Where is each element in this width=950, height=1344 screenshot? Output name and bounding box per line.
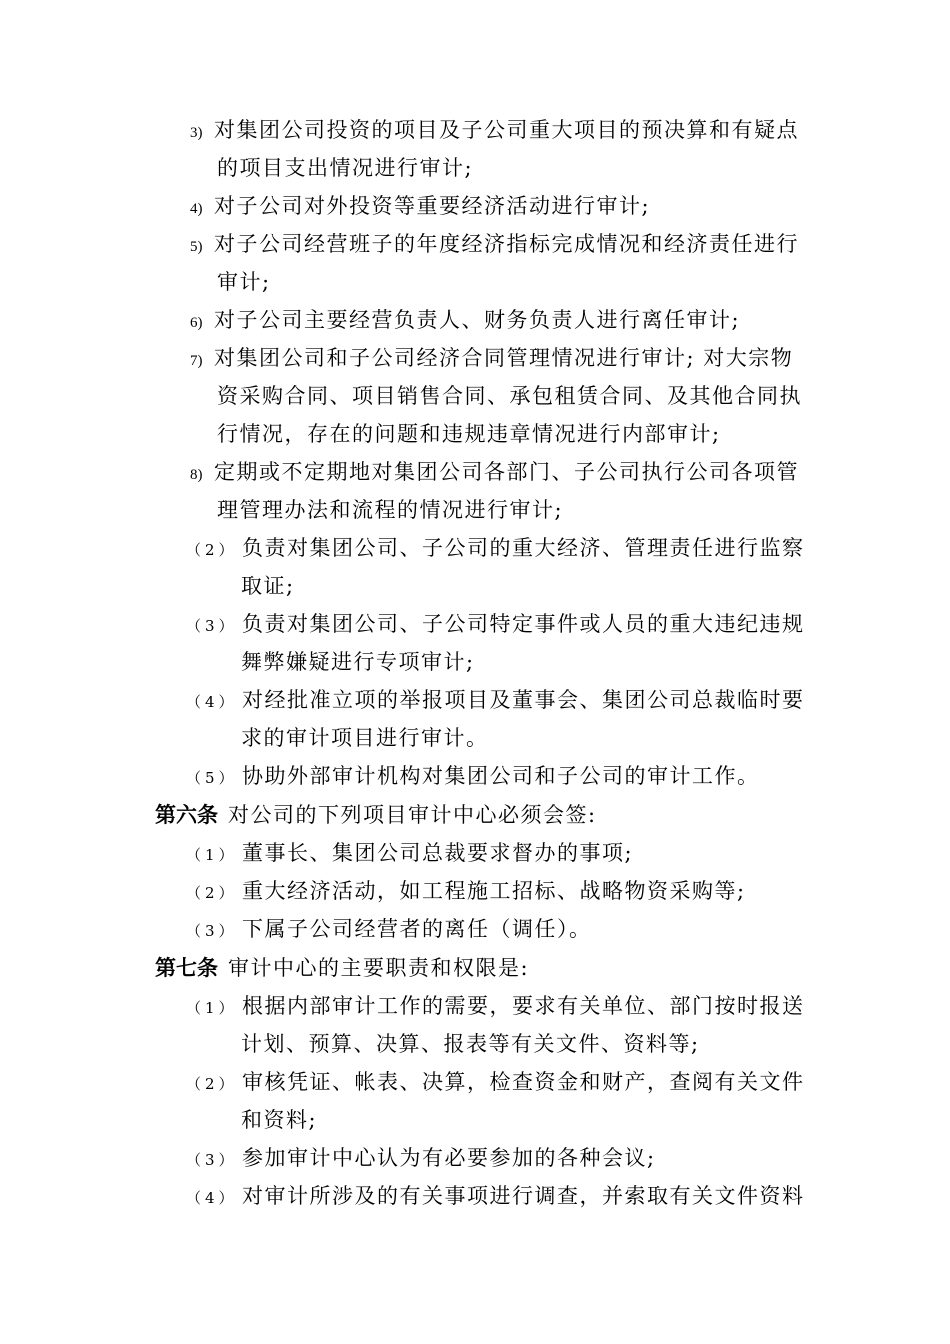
list-number: 5) bbox=[190, 239, 203, 255]
list-item-text: 对集团公司投资的项目及子公司重大项目的预决算和有疑点 bbox=[214, 118, 799, 142]
list-item-text: 求的审计项目进行审计。 bbox=[241, 726, 489, 750]
list-number: （3） bbox=[186, 1151, 238, 1169]
list-item bbox=[186, 916, 592, 944]
list-item-text: 负责对集团公司、子公司的重大经济、管理责任进行监察 bbox=[242, 536, 805, 560]
list-number: （2） bbox=[186, 884, 238, 902]
list-item bbox=[190, 117, 799, 146]
list-item-text: 对集团公司和子公司经济合同管理情况进行审计; 对大宗物 bbox=[214, 346, 794, 370]
list-item bbox=[190, 193, 650, 222]
list-item-continuation bbox=[241, 1031, 700, 1057]
list-number: （3） bbox=[186, 922, 238, 940]
list-item bbox=[186, 687, 805, 715]
list-item-text: 和资料; bbox=[241, 1108, 318, 1132]
list-item-continuation bbox=[241, 649, 475, 675]
list-number: 6) bbox=[190, 315, 203, 331]
list-item bbox=[186, 1145, 656, 1173]
list-number: （4） bbox=[186, 693, 238, 711]
article-text: 对公司的下列项目审计中心必须会签: bbox=[228, 803, 597, 827]
list-item bbox=[186, 878, 746, 906]
list-item-text: 重大经济活动，如工程施工招标、战略物资采购等; bbox=[242, 879, 746, 903]
list-number: （1） bbox=[186, 999, 238, 1017]
list-item bbox=[190, 231, 799, 260]
list-item-text: 的项目支出情况进行审计; bbox=[217, 156, 474, 180]
list-item-text: 协助外部审计机构对集团公司和子公司的审计工作。 bbox=[242, 764, 760, 788]
list-item-continuation bbox=[217, 497, 563, 523]
list-number: （5） bbox=[186, 769, 238, 787]
list-number: 7) bbox=[190, 353, 203, 369]
list-item-text: 理管理办法和流程的情况进行审计; bbox=[217, 498, 564, 522]
list-number: （2） bbox=[186, 1075, 238, 1093]
list-number: （2） bbox=[186, 541, 238, 559]
list-item bbox=[190, 345, 793, 374]
article-heading bbox=[155, 802, 597, 828]
list-item bbox=[186, 611, 805, 639]
list-item bbox=[186, 1183, 805, 1211]
list-item-text: 负责对集团公司、子公司特定事件或人员的重大违纪违规 bbox=[242, 612, 805, 636]
list-item bbox=[186, 1069, 805, 1097]
list-number: （1） bbox=[186, 846, 238, 864]
list-item bbox=[186, 535, 805, 563]
article-heading bbox=[155, 955, 529, 981]
list-item bbox=[190, 459, 799, 488]
list-item bbox=[186, 993, 805, 1021]
list-item-continuation bbox=[241, 725, 489, 751]
list-number: 3) bbox=[190, 125, 203, 141]
list-item-text: 审计; bbox=[217, 270, 271, 294]
list-item-text: 取证; bbox=[241, 574, 295, 598]
list-item-continuation bbox=[217, 383, 802, 409]
article-number: 第七条 bbox=[155, 955, 218, 980]
list-item-text: 根据内部审计工作的需要，要求有关单位、部门按时报送 bbox=[242, 994, 805, 1018]
list-item-text: 对子公司经营班子的年度经济指标完成情况和经济责任进行 bbox=[214, 232, 799, 256]
article-number: 第六条 bbox=[155, 802, 218, 827]
list-number: 8) bbox=[190, 467, 203, 483]
list-item-text: 资采购合同、项目销售合同、承包租赁合同、及其他合同执 bbox=[217, 384, 802, 408]
list-item-text: 计划、预算、决算、报表等有关文件、资料等; bbox=[241, 1032, 700, 1056]
list-item-text: 董事长、集团公司总裁要求督办的事项; bbox=[242, 841, 634, 865]
list-item-text: 行情况，存在的问题和违规违章情况进行内部审计; bbox=[217, 422, 721, 446]
list-item-text: 对经批准立项的举报项目及董事会、集团公司总裁临时要 bbox=[242, 688, 805, 712]
list-number: 4) bbox=[190, 201, 203, 217]
list-item-text: 对子公司主要经营负责人、财务负责人进行离任审计; bbox=[214, 308, 741, 332]
list-item bbox=[186, 840, 633, 868]
list-item bbox=[186, 763, 760, 791]
list-item-text: 下属子公司经营者的离任（调任）。 bbox=[242, 917, 592, 941]
list-item-continuation bbox=[217, 421, 721, 447]
list-number: （3） bbox=[186, 617, 238, 635]
list-number: （4） bbox=[186, 1189, 238, 1207]
list-item-text: 参加审计中心认为有必要参加的各种会议; bbox=[242, 1146, 656, 1170]
list-item-continuation bbox=[217, 155, 473, 181]
list-item bbox=[190, 307, 740, 336]
list-item-continuation bbox=[217, 269, 271, 295]
list-item-text: 对审计所涉及的有关事项进行调查，并索取有关文件资料 bbox=[242, 1184, 805, 1208]
list-item-continuation bbox=[241, 1107, 317, 1133]
article-text: 审计中心的主要职责和权限是: bbox=[228, 956, 530, 980]
list-item-text: 对子公司对外投资等重要经济活动进行审计; bbox=[214, 194, 651, 218]
list-item-text: 舞弊嫌疑进行专项审计; bbox=[241, 650, 475, 674]
list-item-text: 审核凭证、帐表、决算，检查资金和财产，查阅有关文件 bbox=[242, 1070, 805, 1094]
list-item-text: 定期或不定期地对集团公司各部门、子公司执行公司各项管 bbox=[214, 460, 799, 484]
list-item-continuation bbox=[241, 573, 295, 599]
